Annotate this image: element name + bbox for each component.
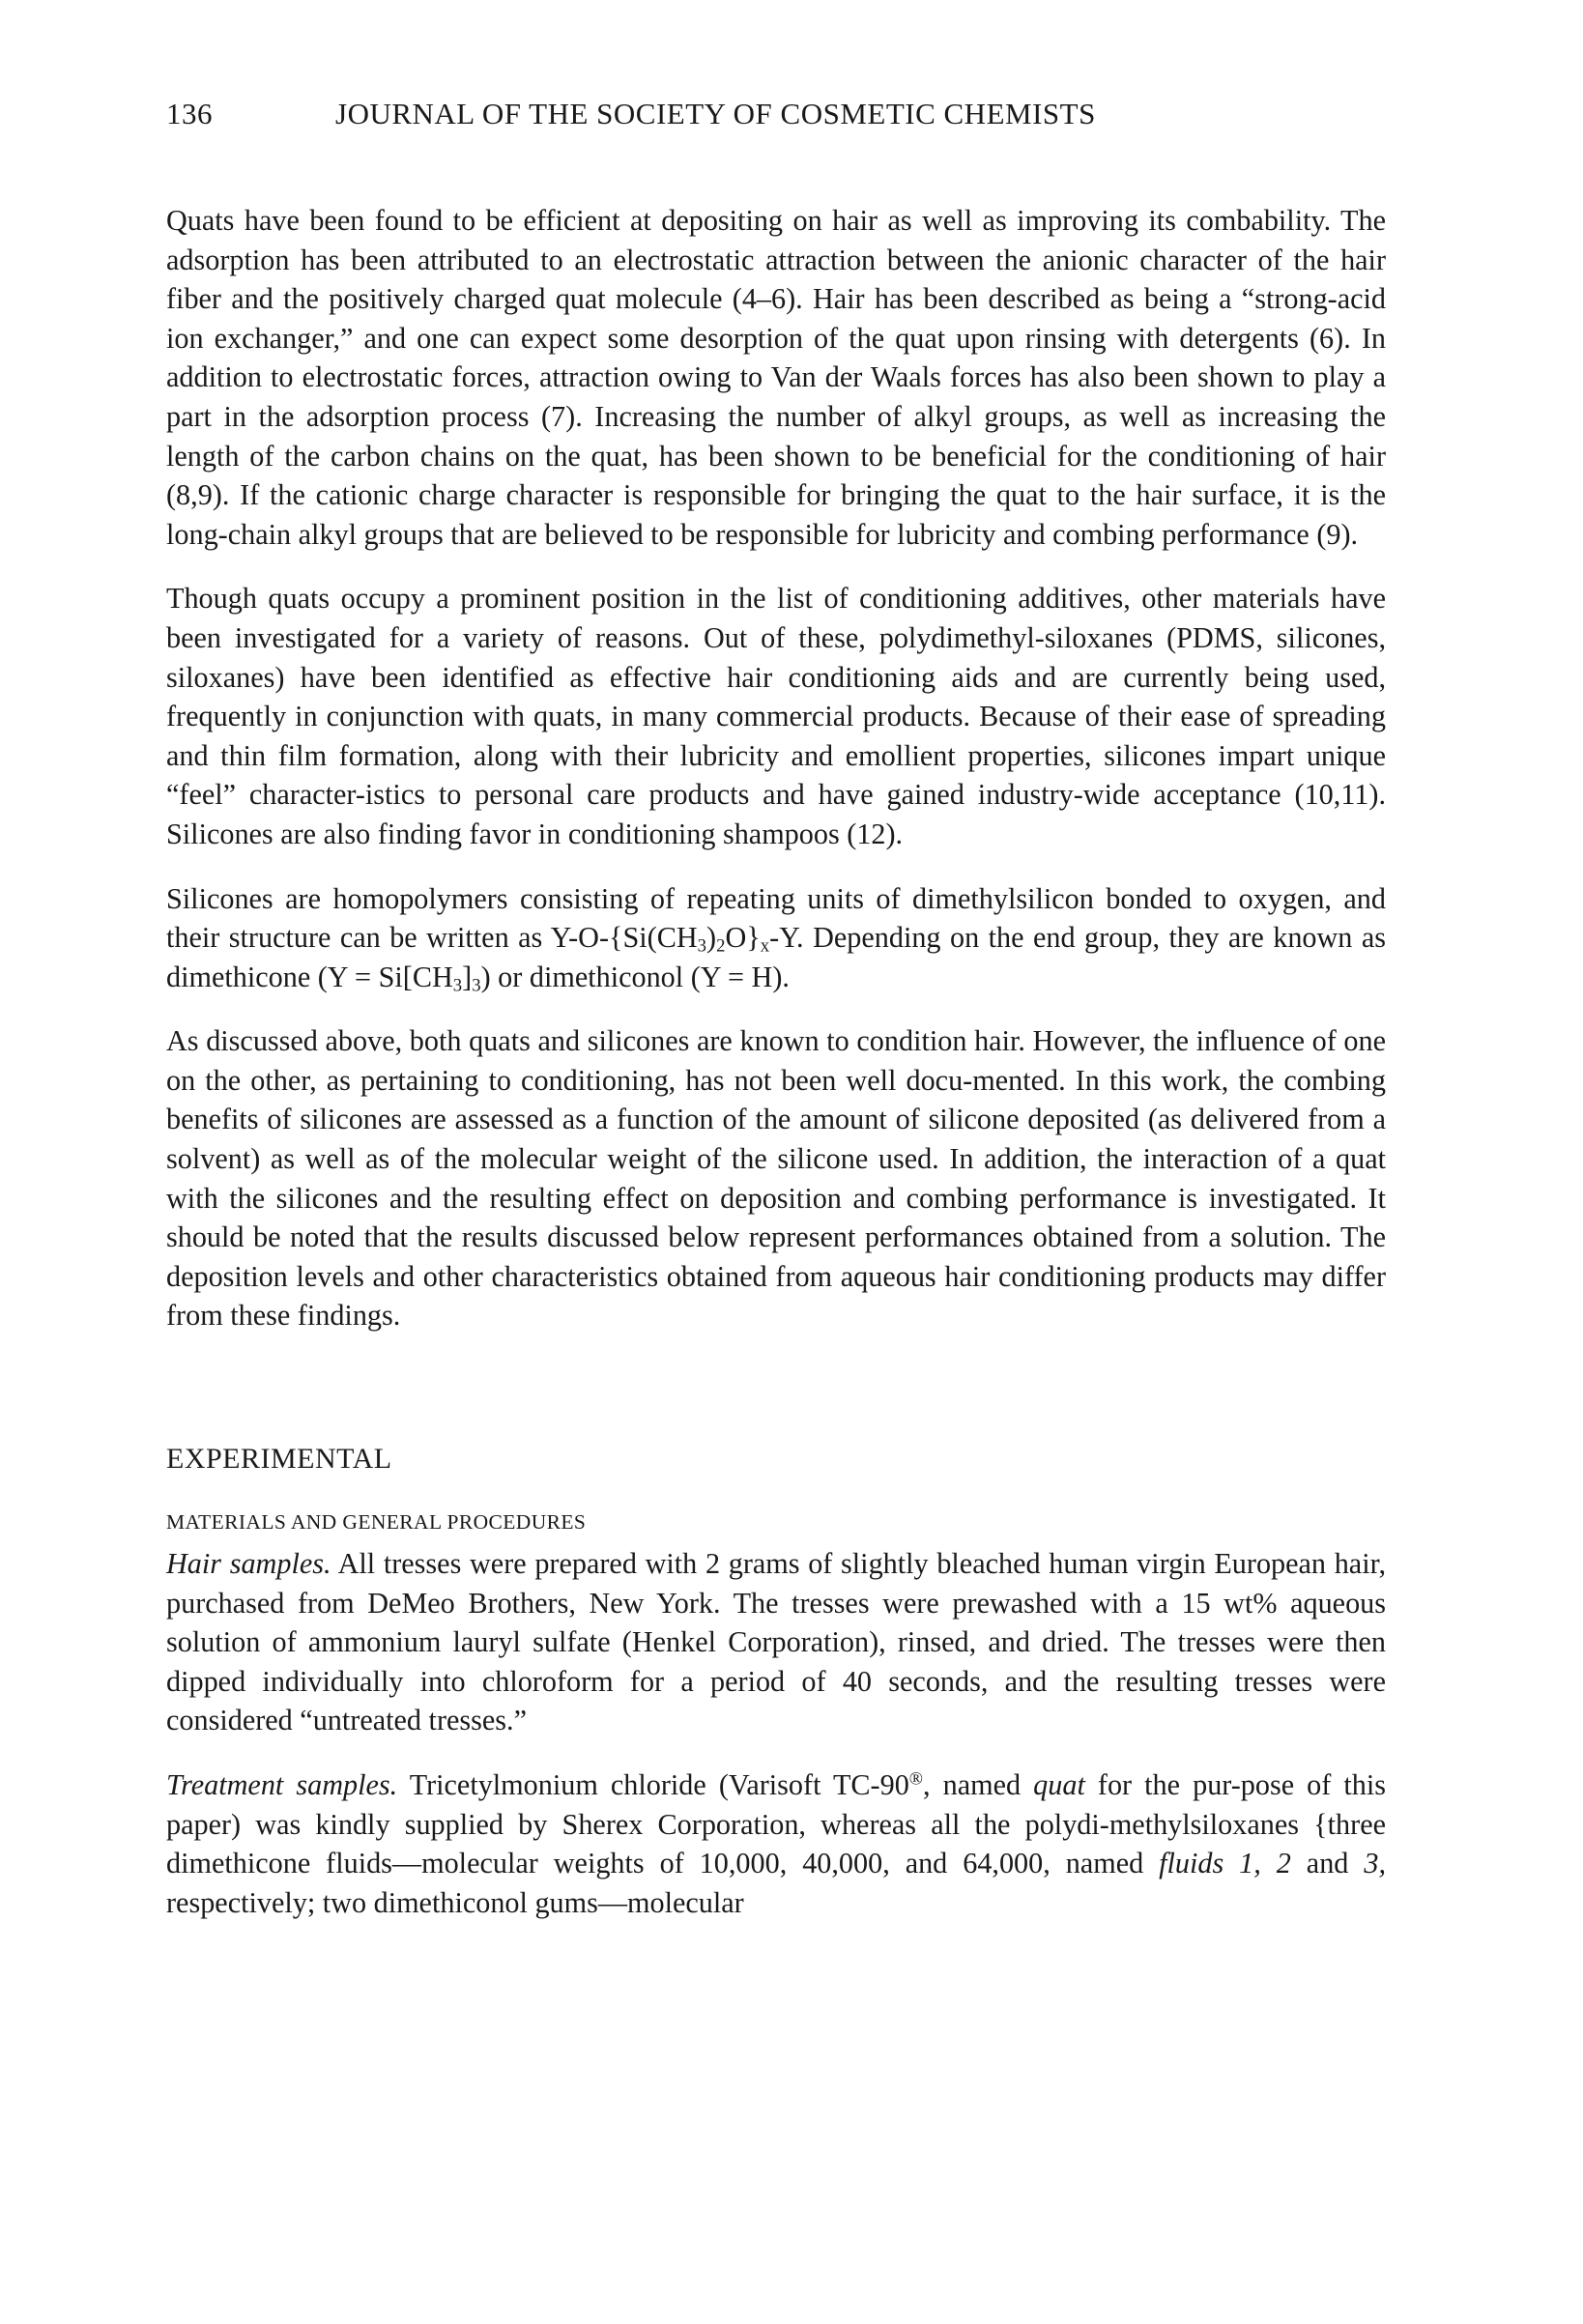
paragraph-work-scope: As discussed above, both quats and silicones are known to condition hair. However, the influence of one on the other, as pertaining to conditioning, has not been well docu-mented. In this work, the combing benefits of silicones are assessed as a function of the amount of silicone deposited (as delivered from a solvent) as well as of the molecular weight of the silicone used. In addition, the interaction of a quat with the silicones and the resulting effect on deposition and combing performance is investigated. It should be noted that the results discussed below represent performances obtained from a solution. The deposition levels and other characteristics obtained from aqueous hair conditioning products may differ from these findings. [166, 1024, 1386, 1333]
section-heading-experimental: EXPERIMENTAL [166, 1443, 392, 1476]
body-text [166, 201, 1386, 1922]
running-header [166, 97, 1386, 131]
journal-title: JOURNAL OF THE SOCIETY OF COSMETIC CHEMISTS [335, 97, 1096, 130]
paragraph-quats: Quats have been found to be efficient at depositing on hair as well as improving its combability. The adsorption has been attributed to an electrostatic attraction between the anionic character of the hair fiber and the positively charged quat molecule (4–6). Hair has been described as being a “strong-acid ion exchanger,” and one can expect some desorption of the quat upon rinsing with detergents (6). In addition to electrostatic forces, attraction owing to Van der Waals forces has also been shown to play a part in the adsorption process (7). Increasing the number of alkyl groups, as well as increasing the length of the carbon chains on the quat, has been shown to be beneficial for the conditioning of hair (8,9). If the cationic charge character is responsible for bringing the quat to the hair surface, it is the long-chain alkyl groups that are believed to be responsible for lubricity and combing performance (9). [166, 204, 1386, 551]
subsection-heading-materials: MATERIALS AND GENERAL PROCEDURES [166, 1510, 587, 1535]
paragraph-silicone-structure: Silicones are homopolymers consisting of repeating units of dimethylsilicon bonded to oxygen, and their structure can be written as $Y-O-\{Si(CH_3)_2O\}_x-Y$. Depending on the end group, they are known as dimethicone $(Y = Si[CH_3]_3)$ or dimethiconol (Y = H). [166, 881, 1387, 996]
run-in-heading-treatment-samples: Treatment samples. [166, 1768, 398, 1801]
page-number: 136 [166, 97, 213, 130]
paragraph-silicones-intro: Though quats occupy a prominent position in the list of conditioning additives, other materials have been investigated for a variety of reasons. Out of these, polydimethyl-siloxanes (PDMS, silicones, siloxanes) have been identified as effective hair conditioning aids and are currently being used, frequently in conjunction with quats, in many commercial products. Because of their ease of spreading and thin film formation, along with their lubricity and emollient properties, silicones impart unique “feel” character-istics to personal care products and have gained industry-wide acceptance (10,11). Silicones are also finding favor in conditioning shampoos (12). [166, 582, 1386, 850]
paragraph-treatment-samples: Treatment samples. Tricetylmonium chloride (Varisoft TC-90®, named quat for the pur-pose of this paper) was kindly supplied by Sherex Corporation, whereas all the polydi-methylsiloxanes {three dimethicone fluids—molecular weights of 10,000, 40,000, and 64,000, named fluids 1, 2 and 3, respectively; two dimethiconol gums—molecular [166, 1768, 1386, 1919]
run-in-heading-hair-samples: Hair samples. [166, 1547, 331, 1581]
paragraph-hair-samples: Hair samples. All tresses were prepared with 2 grams of slightly bleached human virgin European hair, purchased from DeMeo Brothers, New York. The tresses were prewashed with a 15 wt% aqueous solution of ammonium lauryl sulfate (Henkel Corporation), rinsed, and dried. The tresses were then dipped individually into chloroform for a period of 40 seconds, and the resulting tresses were considered “untreated tresses.” [166, 1547, 1386, 1737]
